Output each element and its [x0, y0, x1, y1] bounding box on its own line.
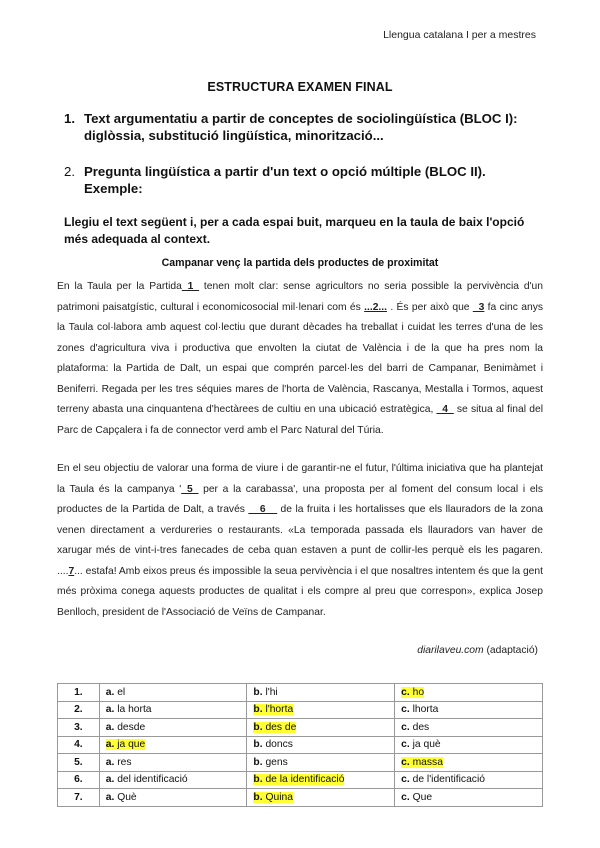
option-text: a. del identificació	[105, 774, 188, 786]
gap-1: _1_	[181, 281, 200, 292]
option-text: b. gens	[253, 756, 288, 768]
list-text: Text argumentatiu a partir de conceptes de sociolingüística (BLOC I): diglòssia, substitució lingüística, minorització...	[84, 111, 518, 143]
list-number: 2.	[64, 164, 75, 179]
instruction-text: Llegiu el text següent i, per a cada espai buit, marqueu en la taula de baix l'opció més adequada al context.	[64, 215, 525, 246]
option-a[interactable]	[99, 736, 247, 754]
source-credit: diarilaveu.com (adaptació)	[417, 645, 538, 656]
option-c[interactable]	[395, 701, 543, 719]
option-b[interactable]	[247, 684, 395, 702]
option-text: c. de l'identificació	[401, 774, 485, 786]
option-text: a. el	[105, 686, 126, 698]
option-b[interactable]	[247, 754, 395, 772]
table-row	[58, 771, 543, 789]
article-title: Campanar venç la partida dels productes de proximitat	[161, 257, 439, 269]
highlighted-answer: b. Quina	[253, 791, 293, 803]
table-row	[58, 719, 543, 737]
option-a[interactable]	[99, 789, 247, 807]
option-text: b. doncs	[253, 739, 293, 751]
option-a[interactable]	[99, 754, 247, 772]
option-c[interactable]	[395, 684, 543, 702]
row-number: 7.	[58, 789, 100, 807]
table-row	[58, 789, 543, 807]
highlighted-answer: c. ho	[401, 686, 425, 698]
page-title: ESTRUCTURA EXAMEN FINAL	[207, 80, 393, 94]
list-text: Pregunta lingüística a partir d'un text o opció múltiple (BLOC II). Exemple:	[84, 164, 486, 196]
option-b[interactable]	[247, 789, 395, 807]
option-a[interactable]	[99, 771, 247, 789]
gap-3: _3	[472, 301, 485, 313]
option-c[interactable]	[395, 719, 543, 737]
table-row	[58, 684, 543, 702]
gap-4: _4_	[436, 404, 454, 415]
row-number: 4.	[58, 736, 100, 754]
source-site: diarilaveu.com	[417, 645, 484, 656]
option-c[interactable]	[395, 771, 543, 789]
gap-2: ...2...	[364, 301, 388, 313]
row-number: 1.	[58, 684, 100, 702]
article-paragraph-2: En el seu objectiu de valorar una forma de viure i de garantir-ne el futur, l'última iniciativa que ha plantejat la Taula és la campanya '_5_ per a la carabassa', una proposta per al foment del consum local i els productes de la Partida de Dalt, a través __6__ de la fruita i les hortalisses que els llauradors de la zona venen directament a verdureries o restaurants. «La temporada passada els llauradors van haver de xarugar més de vint-i-tres fanecades de ceba quan estaven a punt de collir-les perquè els les pagaren. ....7... estafa! Amb eixos preus és impossible la seua pervivència i el que nosaltres intentem és que la gent més pròxima conega aquests productes de qualitat i els compre al preu que correspon», explica Josep Benlloch, president de l'Associació de Veïns de Campanar.	[57, 463, 543, 618]
row-number: 2.	[58, 701, 100, 719]
option-c[interactable]	[395, 736, 543, 754]
option-c[interactable]	[395, 789, 543, 807]
list-item	[64, 110, 540, 144]
gap-6: __6__	[248, 504, 278, 515]
page-header: Llengua catalana I per a mestres	[383, 29, 536, 41]
row-number: 5.	[58, 754, 100, 772]
option-text: c. Que	[401, 791, 433, 803]
table-row	[58, 736, 543, 754]
option-a[interactable]	[99, 701, 247, 719]
option-c[interactable]	[395, 754, 543, 772]
option-b[interactable]	[247, 719, 395, 737]
option-text: b. l'hi	[253, 686, 278, 698]
option-a[interactable]	[99, 719, 247, 737]
list-number: 1.	[64, 111, 75, 126]
option-b[interactable]	[247, 736, 395, 754]
table-row	[58, 701, 543, 719]
option-a[interactable]	[99, 684, 247, 702]
row-number: 6.	[58, 771, 100, 789]
option-b[interactable]	[247, 771, 395, 789]
row-number: 3.	[58, 719, 100, 737]
option-text: a. desde	[105, 721, 146, 733]
highlighted-answer: b. des de	[253, 721, 297, 733]
answer-table	[57, 683, 543, 807]
list-item	[64, 163, 540, 197]
option-text: c. lhorta	[401, 704, 439, 716]
highlighted-answer: b. de la identificació	[253, 774, 345, 786]
option-text: c. des	[401, 721, 430, 733]
gap-7: 7	[68, 565, 75, 577]
option-text: a. Què	[105, 791, 137, 803]
highlighted-answer: c. massa	[401, 756, 443, 768]
gap-5: _5_	[181, 483, 199, 495]
option-text: a. la horta	[105, 704, 152, 716]
highlighted-answer: a. ja que	[105, 739, 146, 751]
highlighted-answer: b. l'horta	[253, 704, 294, 716]
table-row	[58, 754, 543, 772]
option-text: a. res	[105, 756, 132, 768]
article-paragraph-1: En la Taula per la Partida_1_ tenen molt clar: sense agricultors no seria possible la pervivència d'un patrimoni paisatgístic, cultural i economicosocial mil·lenari com és ...2... . És per això que _3 fa cinc anys la Taula col·labora amb aquest col·lectiu que durant dècades ha treballat i cuidat les terres d'una de les zones d'agricultura viva i productiva que envolten la ciutat de València i de la que ha pres nom la plataforma: la Partida de Dalt, un espai que comprén parcel·les del barri de Campanar, Benimàmet i Beniferri. Regada per les tres séquies mares de l'horta de València, Rascanya, Mestalla i Tormos, aquest terreny abasta una cinquantena d'hectàrees de cultiu en una ubicació estratègica, _4_ se situa al final del Parc de Capçalera i fa de connector verd amb el Parc Natural del Túria.	[57, 281, 544, 436]
option-b[interactable]	[247, 701, 395, 719]
option-text: c. ja què	[401, 739, 441, 751]
